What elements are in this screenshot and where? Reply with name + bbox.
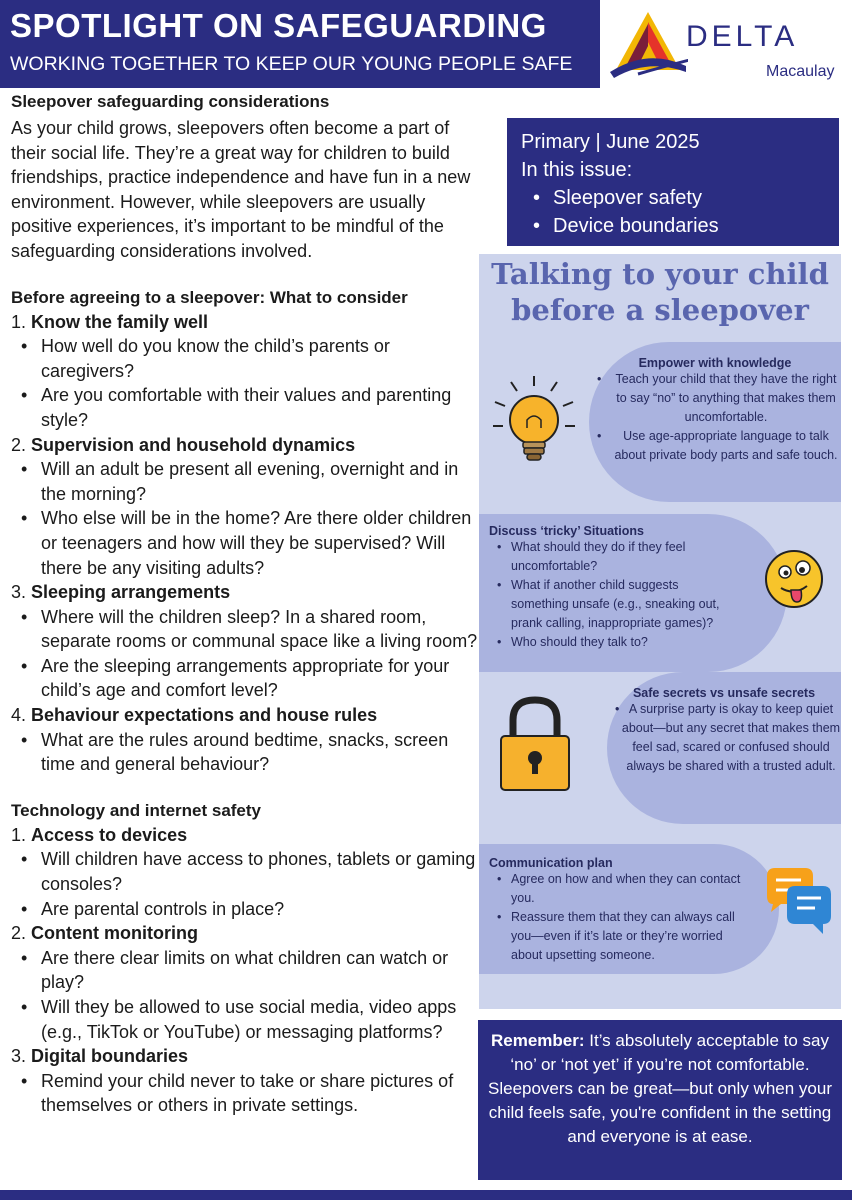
item-title: Digital boundaries [31,1046,189,1067]
intro-heading: Sleepover safeguarding considerations [11,92,330,111]
bullet-list [11,946,481,1044]
silly-face-icon [761,546,827,617]
item-number: 4. [11,705,27,726]
section-heading: Empower with knowledge [638,356,792,370]
section-heading: Safe secrets vs unsafe secrets [632,686,816,700]
school-logo [608,8,852,88]
numbered-item [11,703,481,728]
tech-list [11,823,481,1118]
item-number: 2. [11,434,27,455]
issue-box [507,118,839,246]
bullet-item: • Are parental controls in place? [11,897,481,922]
logo-subname: Macaulay [766,63,835,80]
section-bullet: • Agree on how and when they can contact you. [489,870,749,908]
communication-section [489,856,779,965]
bullet-item: • What are the rules around bedtime, snacks, screen time and general behaviour? [11,728,481,777]
bullet-item: • Who else will be in the home? Are there older children or teenagers and how will they be supervised? Will there be any visiting adults? [11,506,481,580]
footer-bar [0,1190,852,1200]
section-bullet: • What if another child suggests something unsafe (e.g., sneaking out, prank calling, inappropriate games)? [489,576,739,633]
bullet-list [11,334,481,432]
tech-heading: Technology and internet safety [11,800,262,820]
section-bullet: • A surprise party is okay to keep quiet about—but any secret that makes them feel sad, scared or confused should always be shared with a trusted adult. [607,700,841,776]
talking-poster [479,254,841,1009]
bullet-item: • Will children have access to phones, tablets or gaming consoles? [11,847,481,896]
section-heading: Discuss ‘tricky’ Situations [489,524,644,538]
numbered-item [11,1044,481,1069]
empower-section [589,356,841,465]
numbered-item [11,580,481,605]
issue-date: Primary | June 2025 [521,131,700,153]
bullet-list [11,605,481,703]
item-title: Content monitoring [31,923,198,944]
bullet-list [11,457,481,580]
page-title: SPOTLIGHT ON SAFEGUARDING [10,7,547,44]
poster-title-line: Talking to your child [491,257,829,291]
header-banner [0,0,600,88]
numbered-item [11,310,481,335]
main-article [11,90,481,1118]
issue-item: • Device boundaries [521,212,839,240]
before-heading: Before agreeing to a sleepover: What to consider [11,287,408,307]
remember-label: Remember: [491,1031,585,1050]
issue-intro: In this issue: [521,159,633,181]
bullet-item: • Where will the children sleep? In a shared room, separate rooms or communal space like a living room? [11,605,481,654]
numbered-item [11,921,481,946]
delta-logo-icon [608,8,688,80]
item-title: Sleeping arrangements [31,582,231,603]
bullet-item: • How well do you know the child’s parents or caregivers? [11,334,481,383]
secrets-section [607,686,841,776]
intro-paragraph: As your child grows, sleepovers often become a part of their social life. They’re a great way for children to build friendships, practice independence and have fun in a new environment. However, while sleepovers are usually positive experiences, it’s important to be mindful of the safeguarding considerations involved. [11,118,471,261]
page-subtitle: WORKING TOGETHER TO KEEP OUR YOUNG PEOPLE SAFE [10,53,573,75]
remember-text: It’s absolutely acceptable to say ‘no’ or ‘not yet’ if you’re not comfortable. [510,1031,829,1074]
section-bullet: • What should they do if they feel uncomfortable? [489,538,739,576]
bullet-item: • Are you comfortable with their values and parenting style? [11,383,481,432]
section-bullet: • Reassure them that they can always call you—even if it’s late or they’re worried about upsetting someone. [489,908,749,965]
poster-title [479,256,841,328]
poster-title-line: before a sleepover [511,293,809,327]
item-number: 3. [11,582,27,603]
remember-line-1 [486,1029,834,1077]
item-title: Supervision and household dynamics [31,434,356,455]
section-bullet: • Teach your child that they have the right to say “no” to anything that makes them uncomfortable. [589,370,841,427]
item-number: 1. [11,311,27,332]
item-title: Behaviour expectations and house rules [31,705,378,726]
numbered-item [11,823,481,848]
bullet-list [11,1069,481,1118]
issue-item: • Sleepover safety [521,184,839,212]
item-title: Access to devices [31,824,188,845]
chat-bubbles-icon [763,866,833,943]
logo-name: DELTA [686,20,799,53]
item-number: 1. [11,824,27,845]
padlock-icon [495,694,575,799]
bullet-item: • Remind your child never to take or share pictures of themselves or others in private settings. [11,1069,481,1118]
bullet-item: • Will an adult be present all evening, overnight and in the morning? [11,457,481,506]
section-bullet: • Use age-appropriate language to talk about private body parts and safe touch. [589,427,841,465]
section-bullet: • Who should they talk to? [489,633,739,652]
numbered-item [11,433,481,458]
item-number: 3. [11,1046,27,1067]
tricky-situations-section [489,524,779,652]
remember-line-2: Sleepovers can be great—but only when your child feels safe, you're confident in the setting and everyone is at ease. [488,1079,832,1146]
before-list [11,310,481,777]
item-title: Know the family well [31,311,209,332]
remember-box [478,1020,842,1180]
bullet-list [11,728,481,777]
bullet-item: • Will they be allowed to use social media, video apps (e.g., TikTok or YouTube) or messaging platforms? [11,995,481,1044]
bullet-item: • Are there clear limits on what children can watch or play? [11,946,481,995]
issue-list [521,184,839,240]
lightbulb-icon [489,372,579,477]
section-heading: Communication plan [489,856,613,870]
item-number: 2. [11,923,27,944]
bullet-item: • Are the sleeping arrangements appropriate for your child’s age and comfort level? [11,654,481,703]
bullet-list [11,847,481,921]
